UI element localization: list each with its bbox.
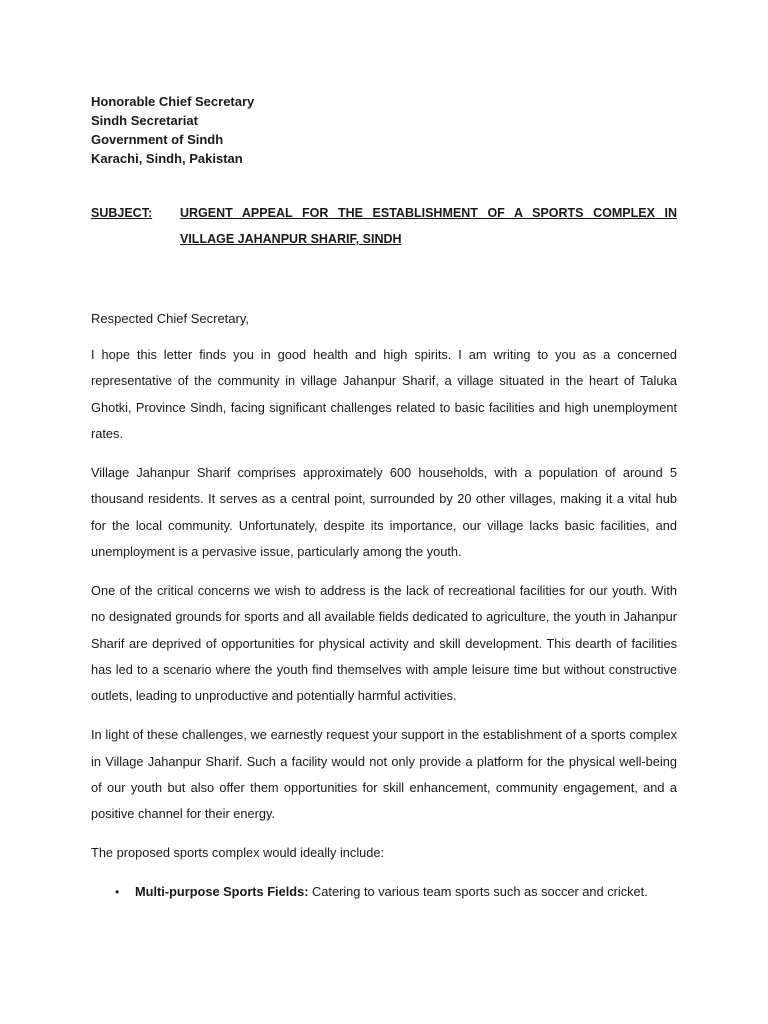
paragraph: In light of these challenges, we earnestly request your support in the establishment of a sports complex in Village Jahanpur Sharif. Such a facility would not only provide a platform for the physical well-being of our youth but also offer them opportunities for skill enhancement, community engagement, and a positive channel for their energy. bbox=[91, 727, 677, 822]
address-line: Karachi, Sindh, Pakistan bbox=[91, 151, 243, 166]
list-item bbox=[91, 879, 677, 905]
recipient-address bbox=[91, 92, 677, 168]
bullet-icon: • bbox=[115, 885, 120, 900]
paragraph: One of the critical concerns we wish to address is the lack of recreational facilities for our youth. With no designated grounds for sports and all available fields dedicated to agriculture, the youth in Jahanpur Sharif are deprived of opportunities for physical activity and skill development. This dearth of facilities has led to a scenario where the youth find themselves with ample leisure time but without constructive outlets, leading to unproductive and potentially harmful activities. bbox=[91, 582, 677, 704]
address-line: Government of Sindh bbox=[91, 132, 224, 147]
list-item-content bbox=[135, 879, 648, 905]
paragraph: I hope this letter finds you in good health and high spirits. I am writing to you as a concerned representative of the community in village Jahanpur Sharif, a village situated in the heart of Taluka Ghotki, Province Sindh, facing significant challenges related to basic facilities and high unemployment rates. bbox=[91, 347, 677, 441]
subject-label: SUBJECT: bbox=[91, 206, 153, 220]
letter-body bbox=[91, 92, 677, 905]
paragraph: Village Jahanpur Sharif comprises approximately 600 households, with a population of around 5 thousand residents. It serves as a central point, surrounded by 20 other villages, making it a vital hub for the local community. Unfortunately, despite its importance, our village lacks basic facilities, and unemployment is a pervasive issue, particularly among the youth. bbox=[91, 464, 677, 559]
list-item-text: Catering to various team sports such as soccer and cricket. bbox=[308, 884, 648, 900]
subject-text: URGENT APPEAL FOR THE ESTABLISHMENT OF A SPORTS COMPLEX IN VILLAGE JAHANPUR SHARIF, SINDH bbox=[180, 206, 677, 246]
salutation: Respected Chief Secretary, bbox=[91, 311, 249, 326]
address-line: Honorable Chief Secretary bbox=[91, 94, 255, 109]
paragraph: The proposed sports complex would ideally include: bbox=[91, 845, 385, 861]
address-line: Sindh Secretariat bbox=[91, 113, 198, 128]
list-item-title: Multi-purpose Sports Fields: bbox=[135, 884, 309, 900]
facilities-list bbox=[91, 879, 677, 905]
subject-line bbox=[91, 200, 677, 252]
